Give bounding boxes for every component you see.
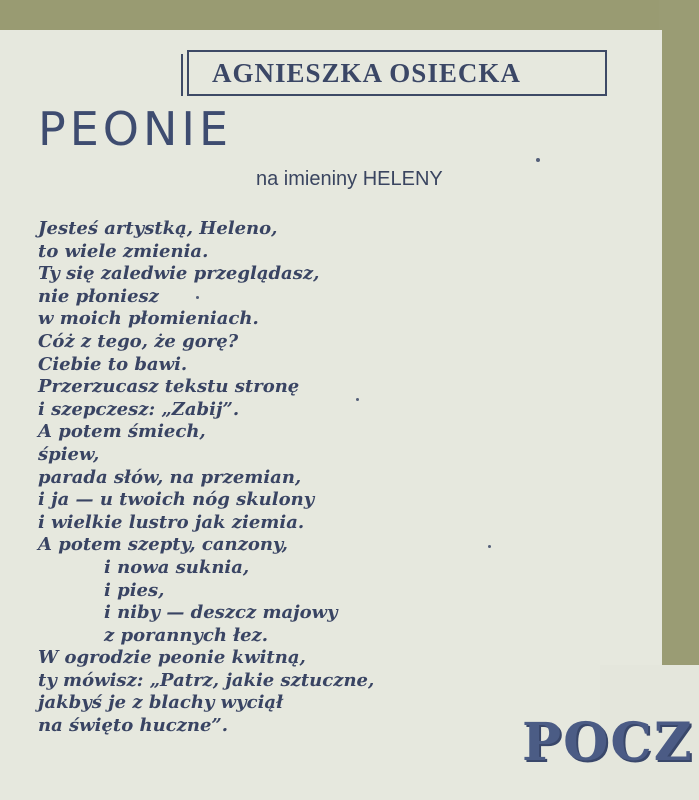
poem-line: A potem szepty, canzony, [38,534,288,556]
poem-line: Ty się zaledwie przeglądasz, [38,263,320,285]
print-speck [488,545,491,548]
poem-line: A potem śmiech, [38,421,206,443]
poem-line: i szepczesz: „Zabij”. [38,398,240,420]
print-speck [356,398,359,401]
print-speck [196,296,199,299]
poem-title: PEONIE [38,102,233,156]
poem-line: Przerzucasz tekstu stronę [38,376,300,398]
poem-line: śpiew, [38,443,100,465]
dedication: na imieniny HELENY [256,168,443,190]
poem-line: parada słów, na przemian, [38,466,302,488]
poem-line: w moich płomieniach. [38,308,259,330]
masthead-logo-fragment: POCZ [522,712,694,773]
print-speck [536,158,540,162]
poem-line: Jesteś artystką, Heleno, [38,218,278,239]
background-border-top [0,0,699,34]
poem-line: nie płoniesz [38,285,159,307]
poem-line: ty mówisz: „Patrz, jakie sztuczne, [38,669,375,691]
poem-line: i pies, [104,579,165,601]
poem-line: i nowa suknia, [104,556,250,578]
poem-line: W ogrodzie peonie kwitną, [38,647,306,669]
poem-line: to wiele zmienia. [38,240,209,262]
poem-line: i niby — deszcz majowy [104,602,338,624]
poem-line: Ciebie to bawi. [38,353,188,375]
poem-line: i ja — u twoich nóg skulony [38,489,315,511]
poem-line: jakbyś je z blachy wyciął [38,692,284,714]
poem-line: i wielkie lustro jak ziemia. [38,511,305,533]
author-name: AGNIESZKA OSIECKA [212,58,521,88]
author-box-rule [181,54,183,96]
poem-line: na święto huczne”. [38,715,229,737]
poem-body [38,218,374,738]
poem-line: z porannych łez. [104,624,269,646]
background-border-right [659,0,699,680]
poem-line: Cóż z tego, że gorę? [38,330,239,352]
